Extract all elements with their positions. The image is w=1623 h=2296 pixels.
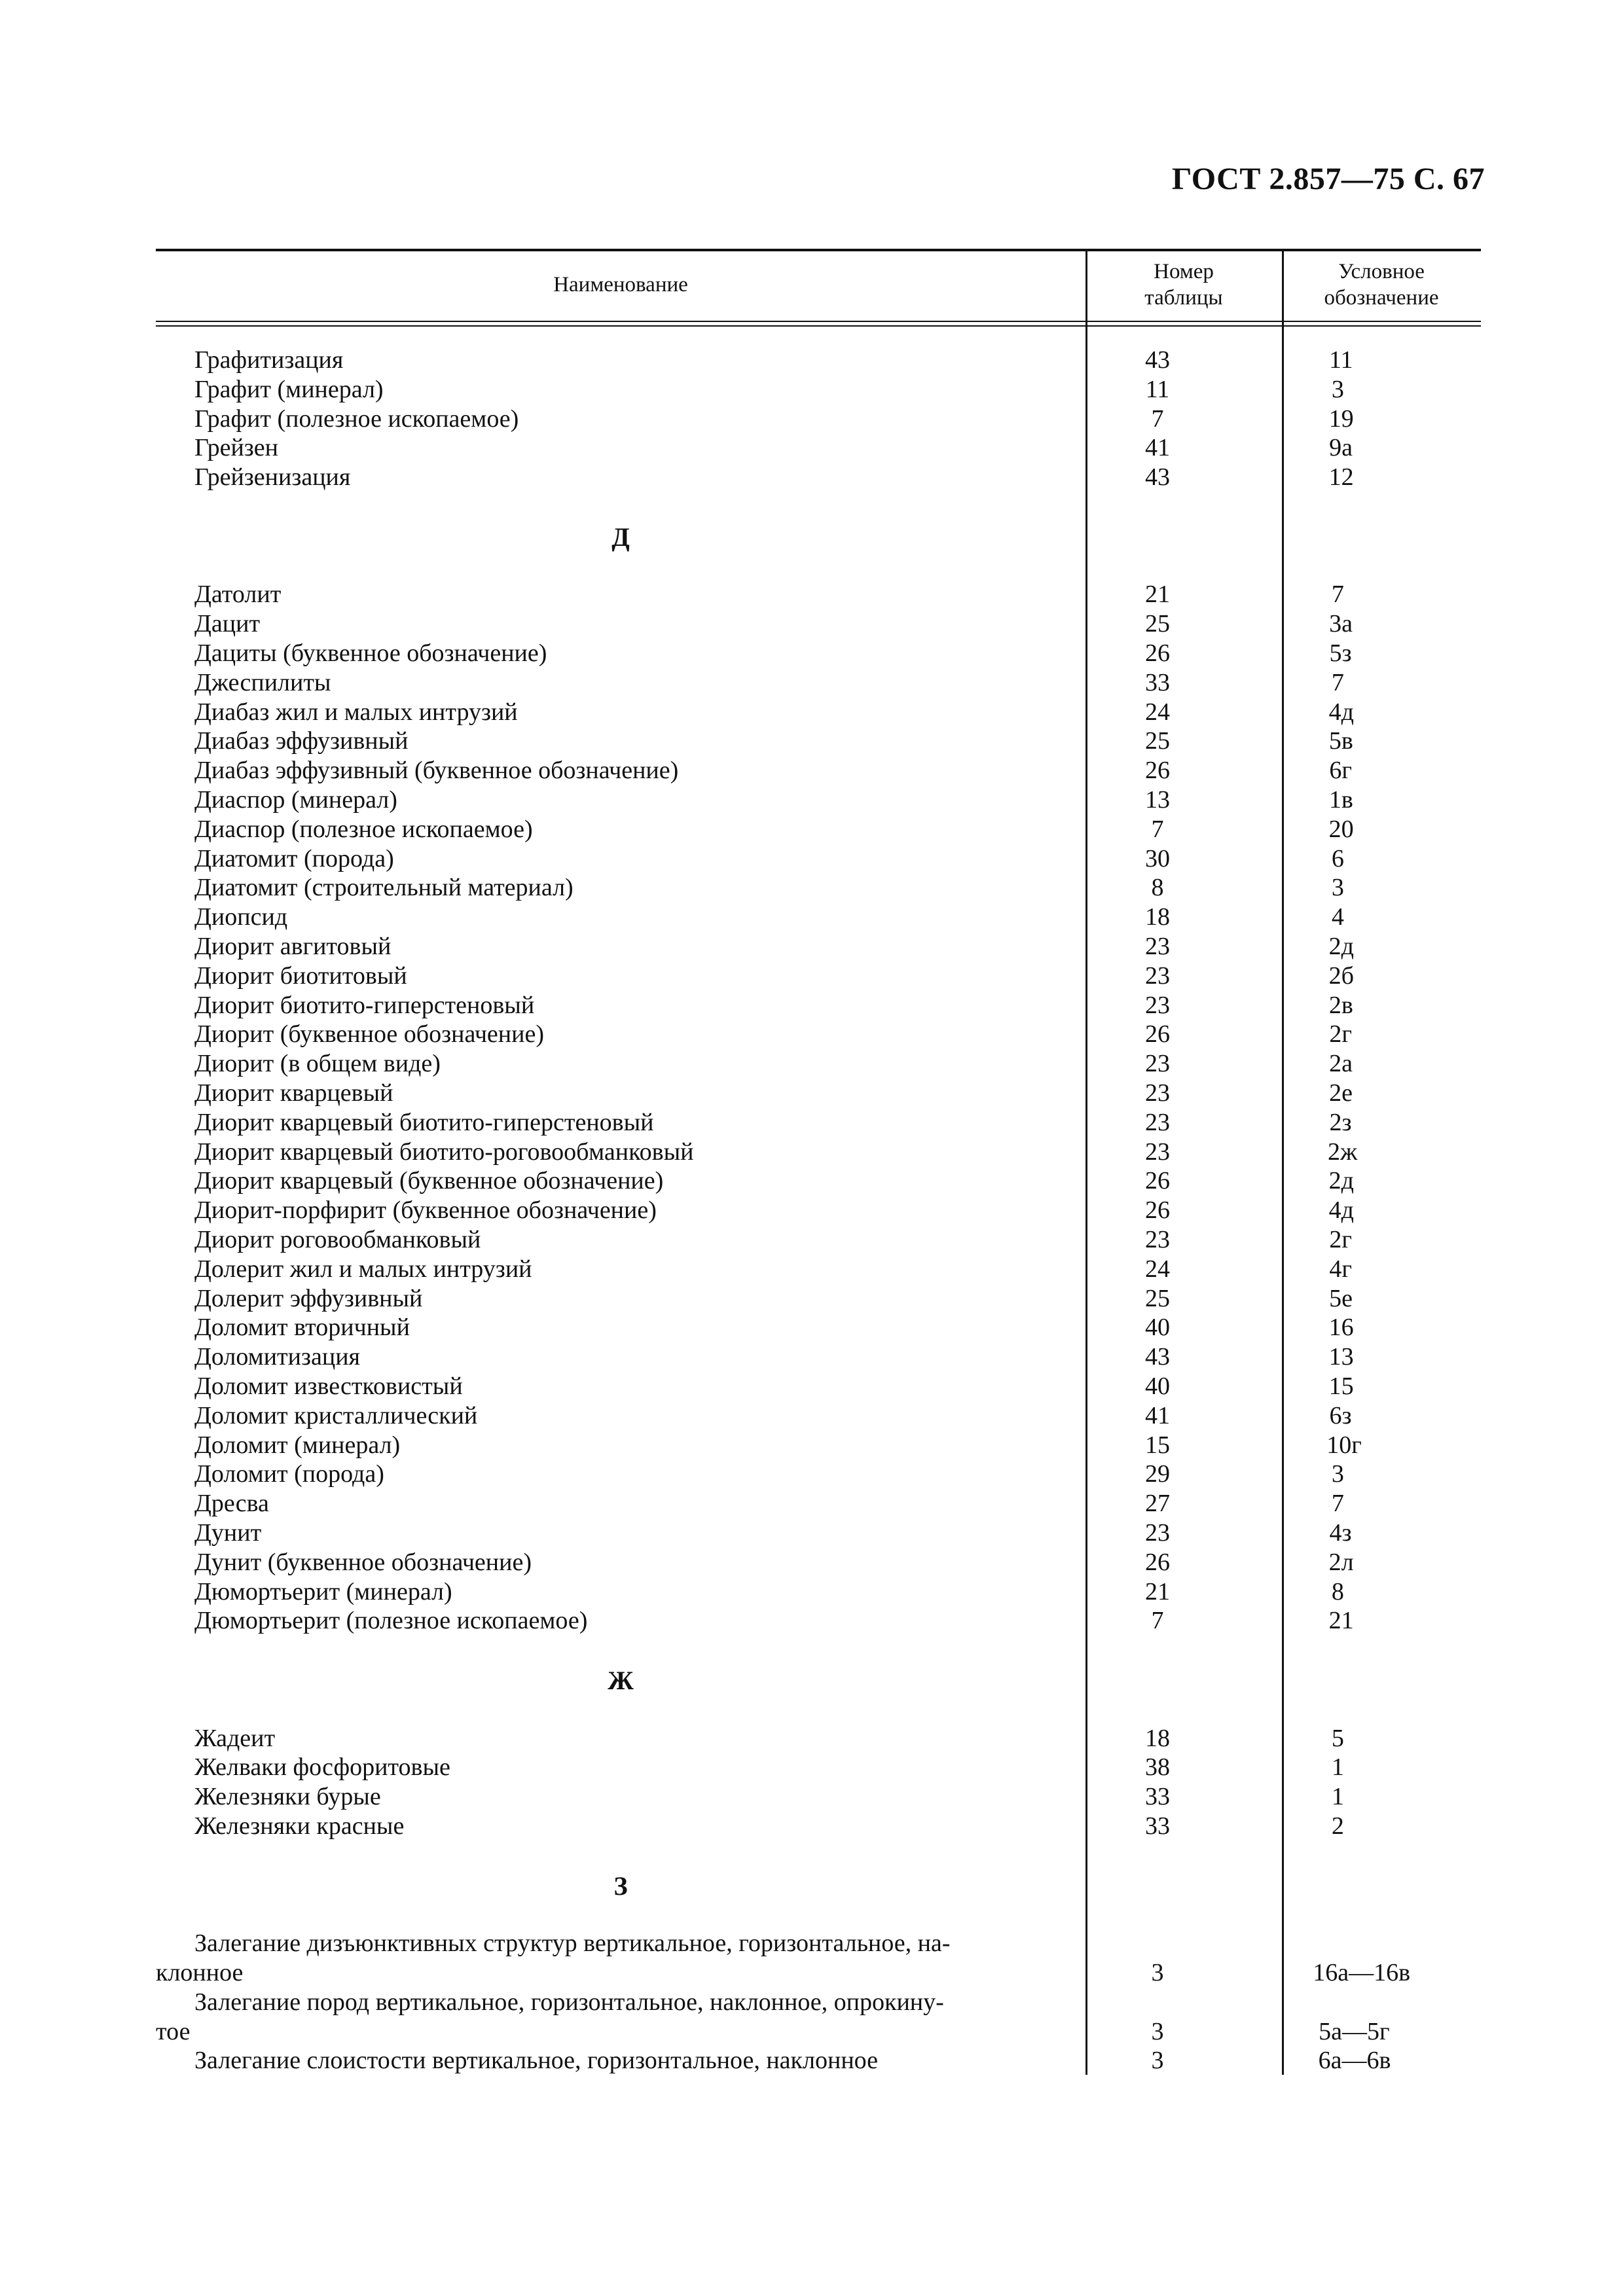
table-row — [156, 903, 1481, 932]
row-symbol — [1262, 991, 1406, 1020]
section-letter: Д — [611, 522, 630, 552]
row-symbol — [1262, 1577, 1406, 1607]
row-symbol-text: 7 — [1331, 668, 1344, 696]
table-row — [156, 580, 1481, 609]
row-table-number: 3 — [1151, 2017, 1164, 2045]
row-symbol — [1262, 346, 1406, 375]
table-row — [156, 785, 1481, 815]
row-name: Долерит жил и малых интрузий — [194, 1255, 532, 1283]
row-name: Диорит-порфирит (буквенное обозначение) — [194, 1196, 657, 1225]
row-symbol — [1262, 1431, 1406, 1460]
row-symbol-text: 4д — [1328, 698, 1354, 726]
row-symbol — [1262, 1606, 1406, 1636]
row-table-number: 25 — [1145, 610, 1170, 638]
table-row — [156, 1225, 1481, 1255]
row-name: Графит (минерал) — [194, 375, 384, 403]
table-row — [156, 961, 1481, 991]
row-symbol-text: 12 — [1328, 463, 1354, 492]
row-symbol — [1262, 463, 1406, 492]
row-symbol-text: 10г — [1326, 1431, 1362, 1459]
row-symbol — [1262, 1518, 1406, 1548]
row-table-number: 7 — [1151, 1607, 1164, 1635]
row-symbol-text: 11 — [1328, 346, 1353, 374]
row-symbol — [1262, 1138, 1406, 1167]
row-table-number: 7 — [1151, 404, 1164, 433]
table-row — [156, 1108, 1481, 1138]
table-row — [156, 1079, 1481, 1108]
table-row — [156, 1606, 1481, 1636]
row-symbol-text: 5е — [1329, 1284, 1353, 1312]
row-symbol — [1262, 2046, 1406, 2075]
row-symbol — [1262, 1753, 1406, 1782]
row-symbol-text: 6з — [1329, 1401, 1352, 1429]
row-symbol — [1262, 903, 1406, 932]
table-row-values — [156, 1958, 1481, 1988]
table-row-values — [156, 2017, 1481, 2047]
row-name: Дюмортьерит (минерал) — [194, 1577, 452, 1605]
table-row — [156, 1401, 1481, 1431]
table-row — [156, 463, 1481, 492]
table-row — [156, 932, 1481, 961]
row-name-continuation: клонное — [156, 1959, 244, 1987]
row-table-number: 41 — [1145, 1401, 1170, 1429]
row-table-number: 24 — [1145, 1255, 1170, 1283]
row-symbol-text: 2л — [1328, 1548, 1354, 1576]
row-symbol-text: 4г — [1329, 1255, 1352, 1283]
row-table-number: 21 — [1145, 581, 1170, 609]
row-table-number: 15 — [1145, 1431, 1170, 1459]
row-name: Диабаз жил и малых интрузий — [194, 698, 518, 726]
row-name: Диабаз эффузивный — [194, 727, 409, 755]
row-name: Железняки бурые — [194, 1783, 381, 1811]
row-symbol — [1262, 1401, 1406, 1431]
row-table-number: 40 — [1145, 1314, 1170, 1342]
row-symbol-text: 5а—5г — [1319, 2017, 1390, 2045]
row-name: Диорит кварцевый биотито-гиперстеновый — [194, 1108, 654, 1136]
row-symbol-text: 2а — [1329, 1050, 1353, 1078]
row-symbol — [1262, 785, 1406, 815]
table-row — [156, 873, 1481, 903]
row-name: Диорит биотито-гиперстеновый — [194, 991, 535, 1019]
row-symbol-text: 19 — [1328, 404, 1354, 433]
row-name: Диабаз эффузивный (буквенное обозначение) — [194, 757, 679, 785]
row-table-number: 23 — [1145, 933, 1170, 960]
row-table-number: 26 — [1145, 757, 1170, 785]
table-row — [156, 1753, 1481, 1782]
row-symbol-text: 3а — [1329, 610, 1353, 638]
row-symbol — [1262, 1489, 1406, 1518]
row-symbol-text: 2в — [1328, 991, 1353, 1019]
row-name: Диорит кварцевый (буквенное обозначение) — [194, 1167, 664, 1195]
row-table-number: 23 — [1145, 991, 1170, 1019]
row-name: Диорит кварцевый биотито-роговообманковый — [194, 1138, 694, 1166]
table-row — [156, 756, 1481, 785]
table-row — [156, 1138, 1481, 1167]
row-table-number: 23 — [1145, 961, 1170, 990]
row-table-number: 40 — [1145, 1372, 1170, 1400]
row-symbol-text: 5 — [1331, 1724, 1344, 1752]
table-row — [156, 1724, 1481, 1753]
table-row — [156, 1548, 1481, 1577]
table-row — [156, 609, 1481, 639]
row-table-number: 33 — [1145, 668, 1170, 696]
row-name: Жадеит — [194, 1724, 276, 1752]
row-name: Дацит — [194, 610, 261, 638]
row-table-number: 27 — [1145, 1490, 1170, 1518]
row-symbol — [1262, 932, 1406, 961]
row-symbol-text: 5з — [1329, 639, 1352, 667]
row-symbol-text: 7 — [1331, 1490, 1344, 1518]
row-table-number: 25 — [1145, 1284, 1170, 1312]
row-table-number: 18 — [1145, 903, 1170, 931]
row-symbol — [1262, 1225, 1406, 1255]
header-name: Наименование — [553, 273, 688, 296]
row-symbol — [1262, 2017, 1406, 2047]
row-name: Грейзенизация — [194, 463, 351, 492]
row-name: Диатомит (порода) — [194, 844, 394, 872]
table-row — [156, 1460, 1481, 1489]
row-name-continuation: тое — [156, 2017, 191, 2045]
row-name: Диорит (в общем виде) — [194, 1050, 441, 1078]
row-name: Дунит (буквенное обозначение) — [194, 1548, 532, 1576]
index-table — [156, 249, 1481, 2075]
table-row — [156, 1342, 1481, 1372]
row-name: Диатомит (строительный материал) — [194, 874, 574, 902]
row-table-number: 26 — [1145, 1548, 1170, 1576]
row-symbol — [1262, 1958, 1411, 1988]
row-table-number: 3 — [1151, 1959, 1164, 1986]
row-name: Грейзен — [194, 434, 278, 462]
row-symbol-text: 2г — [1329, 1226, 1352, 1253]
row-table-number: 23 — [1145, 1108, 1170, 1136]
row-symbol — [1262, 1460, 1406, 1489]
row-symbol — [1262, 433, 1406, 463]
row-symbol — [1262, 1255, 1406, 1284]
row-table-number: 21 — [1145, 1577, 1170, 1605]
table-row — [156, 1782, 1481, 1812]
row-table-number: 11 — [1145, 375, 1170, 403]
table-row — [156, 1372, 1481, 1401]
row-symbol — [1262, 668, 1406, 698]
row-symbol-text: 13 — [1328, 1343, 1354, 1371]
row-table-number: 23 — [1145, 1050, 1170, 1078]
header-symbol: Условное обозначение — [1324, 260, 1439, 310]
row-name: Диорит авгитовый — [194, 933, 392, 960]
row-symbol — [1262, 1079, 1406, 1108]
table-row — [156, 844, 1481, 874]
row-table-number: 33 — [1145, 1812, 1170, 1840]
table-row — [156, 1166, 1481, 1196]
row-table-number: 26 — [1145, 1196, 1170, 1225]
row-name: Диаспор (полезное ископаемое) — [194, 815, 533, 843]
row-table-number: 43 — [1145, 346, 1170, 374]
table-row — [156, 815, 1481, 844]
table-row — [156, 1431, 1481, 1460]
row-table-number: 25 — [1145, 727, 1170, 755]
row-symbol — [1262, 1313, 1406, 1342]
row-name: Залегание дизъюнктивных структур вертикальное, горизонтальное, на- — [194, 1929, 951, 1958]
row-symbol — [1262, 580, 1406, 609]
row-name: Диаспор (минерал) — [194, 786, 397, 814]
row-name: Графитизация — [194, 346, 344, 374]
row-symbol-text: 2д — [1328, 1167, 1354, 1195]
row-symbol — [1262, 375, 1406, 404]
row-symbol-text: 2д — [1328, 933, 1354, 960]
row-table-number: 23 — [1145, 1226, 1170, 1253]
row-symbol — [1262, 1724, 1406, 1753]
row-symbol-text: 8 — [1331, 1577, 1344, 1605]
row-table-number: 33 — [1145, 1783, 1170, 1811]
row-symbol — [1262, 873, 1406, 903]
section-letter: З — [613, 1871, 628, 1901]
row-name: Залегание слоистости вертикальное, горизонтальное, наклонное — [194, 2047, 878, 2075]
row-name: Доломит кристаллический — [194, 1401, 478, 1429]
section-letter: Ж — [608, 1666, 634, 1695]
row-name: Дунит — [194, 1519, 262, 1547]
row-table-number: 18 — [1145, 1724, 1170, 1752]
table-row — [156, 1313, 1481, 1342]
table-row — [156, 668, 1481, 698]
row-name: Диорит биотитовый — [194, 961, 407, 990]
row-table-number: 23 — [1145, 1138, 1170, 1166]
row-table-number: 43 — [1145, 463, 1170, 492]
row-symbol — [1262, 1812, 1406, 1841]
row-symbol-text: 4д — [1328, 1196, 1354, 1225]
row-symbol — [1262, 1196, 1406, 1225]
row-name: Графит (полезное ископаемое) — [194, 404, 519, 433]
row-symbol — [1262, 1049, 1406, 1079]
row-symbol — [1262, 1782, 1406, 1812]
row-table-number: 26 — [1145, 639, 1170, 667]
table-row — [156, 1518, 1481, 1548]
row-name: Дресва — [194, 1490, 269, 1518]
row-symbol-text: 3 — [1331, 1460, 1344, 1488]
table-row — [156, 2046, 1481, 2075]
row-symbol — [1262, 844, 1406, 874]
row-symbol-text: 6г — [1329, 757, 1352, 785]
row-symbol-text: 9а — [1329, 434, 1353, 462]
row-symbol — [1262, 698, 1406, 727]
row-symbol — [1262, 1548, 1406, 1577]
row-symbol-text: 3 — [1331, 874, 1344, 902]
row-symbol-text: 2е — [1329, 1079, 1353, 1107]
row-name: Дюмортьерит (полезное ископаемое) — [194, 1607, 588, 1635]
row-table-number: 26 — [1145, 1167, 1170, 1195]
row-symbol-text: 6а—6в — [1318, 2047, 1391, 2075]
row-symbol — [1262, 756, 1406, 785]
row-name: Дациты (буквенное обозначение) — [194, 639, 547, 667]
table-row — [156, 1284, 1481, 1314]
table-row — [156, 639, 1481, 668]
row-symbol-text: 15 — [1328, 1372, 1354, 1400]
row-name: Долерит эффузивный — [194, 1284, 423, 1312]
row-symbol-text: 16а—16в — [1313, 1959, 1411, 1986]
table-row — [156, 375, 1481, 404]
row-symbol-text: 4з — [1329, 1519, 1352, 1547]
row-table-number: 41 — [1145, 434, 1170, 462]
row-symbol — [1262, 404, 1406, 434]
row-name: Диорит кварцевый — [194, 1079, 393, 1107]
row-name: Доломит вторичный — [194, 1314, 410, 1342]
header-table-number: Номер таблицы — [1144, 260, 1223, 310]
row-name: Диорит (буквенное обозначение) — [194, 1020, 544, 1049]
row-symbol — [1262, 726, 1406, 756]
row-symbol — [1262, 1166, 1406, 1196]
table-row — [156, 404, 1481, 434]
row-name: Желваки фосфоритовые — [194, 1753, 450, 1782]
row-table-number: 13 — [1145, 786, 1170, 814]
row-symbol — [1262, 815, 1406, 844]
row-symbol-text: 2з — [1329, 1108, 1352, 1136]
row-symbol-text: 2 — [1331, 1812, 1344, 1840]
table-row — [156, 1812, 1481, 1841]
row-name: Доломит известковистый — [194, 1372, 463, 1400]
row-symbol — [1262, 609, 1406, 639]
row-symbol-text: 4 — [1331, 903, 1344, 931]
table-row — [156, 726, 1481, 756]
row-symbol-text: 7 — [1331, 581, 1344, 609]
row-symbol-text: 20 — [1328, 815, 1354, 843]
row-symbol-text: 1 — [1331, 1783, 1344, 1811]
row-symbol-text: 6 — [1331, 844, 1344, 872]
row-symbol-text: 1в — [1328, 786, 1353, 814]
table-row — [156, 1196, 1481, 1225]
row-name: Доломитизация — [194, 1343, 361, 1371]
page-header: ГОСТ 2.857—75 С. 67 — [1171, 162, 1485, 196]
row-symbol — [1262, 1284, 1406, 1314]
row-symbol — [1262, 1372, 1406, 1401]
table-row — [156, 1577, 1481, 1607]
row-name: Доломит (порода) — [194, 1460, 384, 1488]
row-name: Диопсид — [194, 903, 288, 931]
table-row — [156, 1489, 1481, 1518]
row-symbol-text: 21 — [1328, 1607, 1354, 1635]
row-symbol-text: 5в — [1328, 727, 1353, 755]
row-symbol-text: 3 — [1331, 375, 1344, 403]
row-symbol — [1262, 1342, 1406, 1372]
row-table-number: 24 — [1145, 698, 1170, 726]
row-name: Джеспилиты — [194, 668, 331, 696]
table-row — [156, 991, 1481, 1020]
row-name: Залегание пород вертикальное, горизонтальное, наклонное, опрокину- — [194, 1988, 944, 2016]
row-name: Датолит — [194, 581, 282, 609]
row-table-number: 30 — [1145, 844, 1170, 872]
table-row — [156, 346, 1481, 375]
row-symbol — [1262, 1020, 1406, 1049]
table-row — [156, 433, 1481, 463]
row-table-number: 43 — [1145, 1343, 1170, 1371]
table-row — [156, 1020, 1481, 1049]
row-symbol-text: 2г — [1329, 1020, 1352, 1049]
row-symbol-text: 1 — [1331, 1753, 1344, 1782]
table-row — [156, 1049, 1481, 1079]
row-table-number: 8 — [1151, 874, 1164, 902]
row-table-number: 3 — [1151, 2047, 1164, 2075]
row-table-number: 7 — [1151, 815, 1164, 843]
row-symbol — [1262, 961, 1406, 991]
row-table-number: 29 — [1145, 1460, 1170, 1488]
table-row — [156, 698, 1481, 727]
table-row — [156, 1255, 1481, 1284]
row-name: Диорит роговообманковый — [194, 1226, 481, 1253]
row-symbol-text: 16 — [1328, 1314, 1354, 1342]
row-table-number: 26 — [1145, 1020, 1170, 1049]
row-symbol — [1262, 639, 1406, 668]
row-table-number: 23 — [1145, 1079, 1170, 1107]
row-table-number: 23 — [1145, 1519, 1170, 1547]
row-name: Доломит (минерал) — [194, 1431, 401, 1459]
row-symbol — [1262, 1108, 1406, 1138]
row-name: Железняки красные — [194, 1812, 405, 1840]
row-symbol-text: 2б — [1328, 961, 1354, 990]
row-table-number: 38 — [1145, 1753, 1170, 1782]
row-symbol-text: 2ж — [1328, 1138, 1358, 1166]
